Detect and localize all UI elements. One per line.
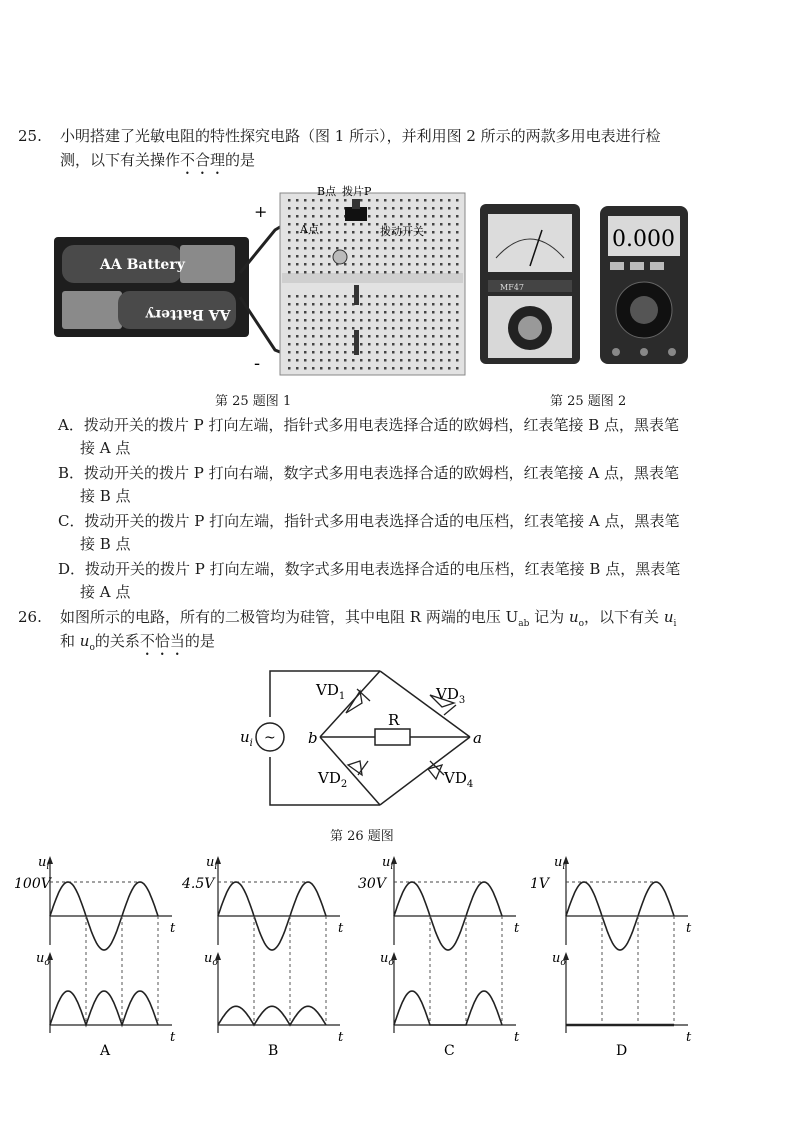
q25-option-b: B．拨动开关的拨片 P 打向右端，数字式多用电表选择合适的欧姆档，红表笔接 A 点，黑表笔 接 B 点 <box>58 464 680 505</box>
amplitude-label: 1V <box>530 876 550 892</box>
node-b: b <box>308 729 318 747</box>
t-label-top: t <box>170 921 176 936</box>
t-label-top: t <box>686 921 692 936</box>
label-vd3: $VD_3$ <box>436 685 466 706</box>
q26-circuit <box>230 665 500 815</box>
q25-option-d: D．拨动开关的拨片 P 打向左端，数字式多用电表选择合适的电压档，红表笔接 B 点，黑表笔 接 A 点 <box>58 560 681 601</box>
option-label: B <box>268 1043 279 1059</box>
q25-emphasis: 不合理 <box>180 151 226 169</box>
plus-label: + <box>254 202 268 221</box>
q26-emphasis: 不恰当 <box>139 632 185 650</box>
t-label-bottom: t <box>514 1030 520 1045</box>
q25-figure2 <box>478 200 698 370</box>
label-R: R <box>388 711 400 729</box>
amplitude-label: 4.5V <box>182 876 215 892</box>
wave-panel-d <box>528 850 698 1065</box>
label-vd2: $VD_2$ <box>318 769 348 790</box>
output-wave <box>218 1006 326 1025</box>
ui-label: $u_i$ <box>382 855 394 872</box>
ui-label: $u_i$ <box>38 855 50 872</box>
q25-number: 25. <box>18 127 42 145</box>
q25-figure1 <box>50 185 470 385</box>
uo-label: $u_o$ <box>380 951 394 968</box>
q26-stem-line2: 和 $u_o$的关系不恰当的是 <box>60 632 215 653</box>
label-vd4: $VD_4$ <box>444 769 474 790</box>
uo-label: $u_o$ <box>204 951 218 968</box>
resistor <box>354 285 359 305</box>
battery-top-label: AA Battery <box>100 257 185 273</box>
output-wave <box>394 991 502 1025</box>
battery-bottom-label: AA Battery <box>145 306 231 322</box>
label-B: B点 <box>317 185 337 198</box>
ui-label: $u_i$ <box>554 855 566 872</box>
q25-stem-line1: 小明搭建了光敏电阻的特性探究电路（图 1 所示），并利用图 2 所示的两款多用电表进行检 <box>60 127 661 145</box>
t-label-bottom: t <box>338 1030 344 1045</box>
digital-reading: 0.000 <box>612 227 675 252</box>
ui-label: $u_i$ <box>206 855 218 872</box>
switch <box>345 207 367 221</box>
q25-caption2: 第 25 题图 2 <box>550 394 627 409</box>
label-vd1: $VD_1$ <box>316 681 346 702</box>
q26-caption: 第 26 题图 <box>330 829 394 844</box>
uo-label: $u_o$ <box>552 951 566 968</box>
label-A: A点 <box>300 223 319 236</box>
t-label-top: t <box>338 921 344 936</box>
q26-stem-line1: 如图所示的电路，所有的二极管均为硅管，其中电阻 R 两端的电压 $U_{ab}$ 记为 $u_o$，以下有关 $u_i$ <box>60 608 677 629</box>
wave-panel-a <box>12 850 182 1065</box>
analog-model: MF47 <box>500 283 524 292</box>
minus-label: - <box>254 353 261 374</box>
q25-stem-line2: 测，以下有关操作不合理的是 <box>60 151 256 169</box>
source-symbol: ~ <box>264 730 276 746</box>
q25-option-c: C．拨动开关的拨片 P 打向左端，指针式多用电表选择合适的电压档，红表笔接 A 点，黑表笔 接 B 点 <box>58 512 680 553</box>
battery-bottom <box>62 291 122 329</box>
option-label: D <box>616 1043 628 1059</box>
node-a: a <box>473 729 482 747</box>
t-label-top: t <box>514 921 520 936</box>
wave-panel-b <box>180 850 350 1065</box>
uo-label: $u_o$ <box>36 951 50 968</box>
resistor-R <box>375 729 410 745</box>
output-wave <box>50 991 158 1025</box>
amplitude-label: 30V <box>358 876 386 892</box>
q26-number: 26. <box>18 608 42 626</box>
label-ui: $u_i$ <box>240 728 253 749</box>
q25-option-a: A．拨动开关的拨片 P 打向左端，指针式多用电表选择合适的欧姆档，红表笔接 B 点，黑表笔 接 A 点 <box>58 416 680 457</box>
option-label: A <box>100 1043 111 1059</box>
photoresistor <box>333 250 347 264</box>
t-label-bottom: t <box>686 1030 692 1045</box>
q25-caption1: 第 25 题图 1 <box>215 394 292 409</box>
breadboard <box>280 193 465 375</box>
label-switch: 拨动开关 <box>380 225 424 238</box>
option-label: C <box>444 1043 455 1059</box>
wave-panel-c <box>356 850 526 1065</box>
amplitude-label: 100V <box>14 876 51 892</box>
label-P: 拨片P <box>342 185 372 198</box>
t-label-bottom: t <box>170 1030 176 1045</box>
